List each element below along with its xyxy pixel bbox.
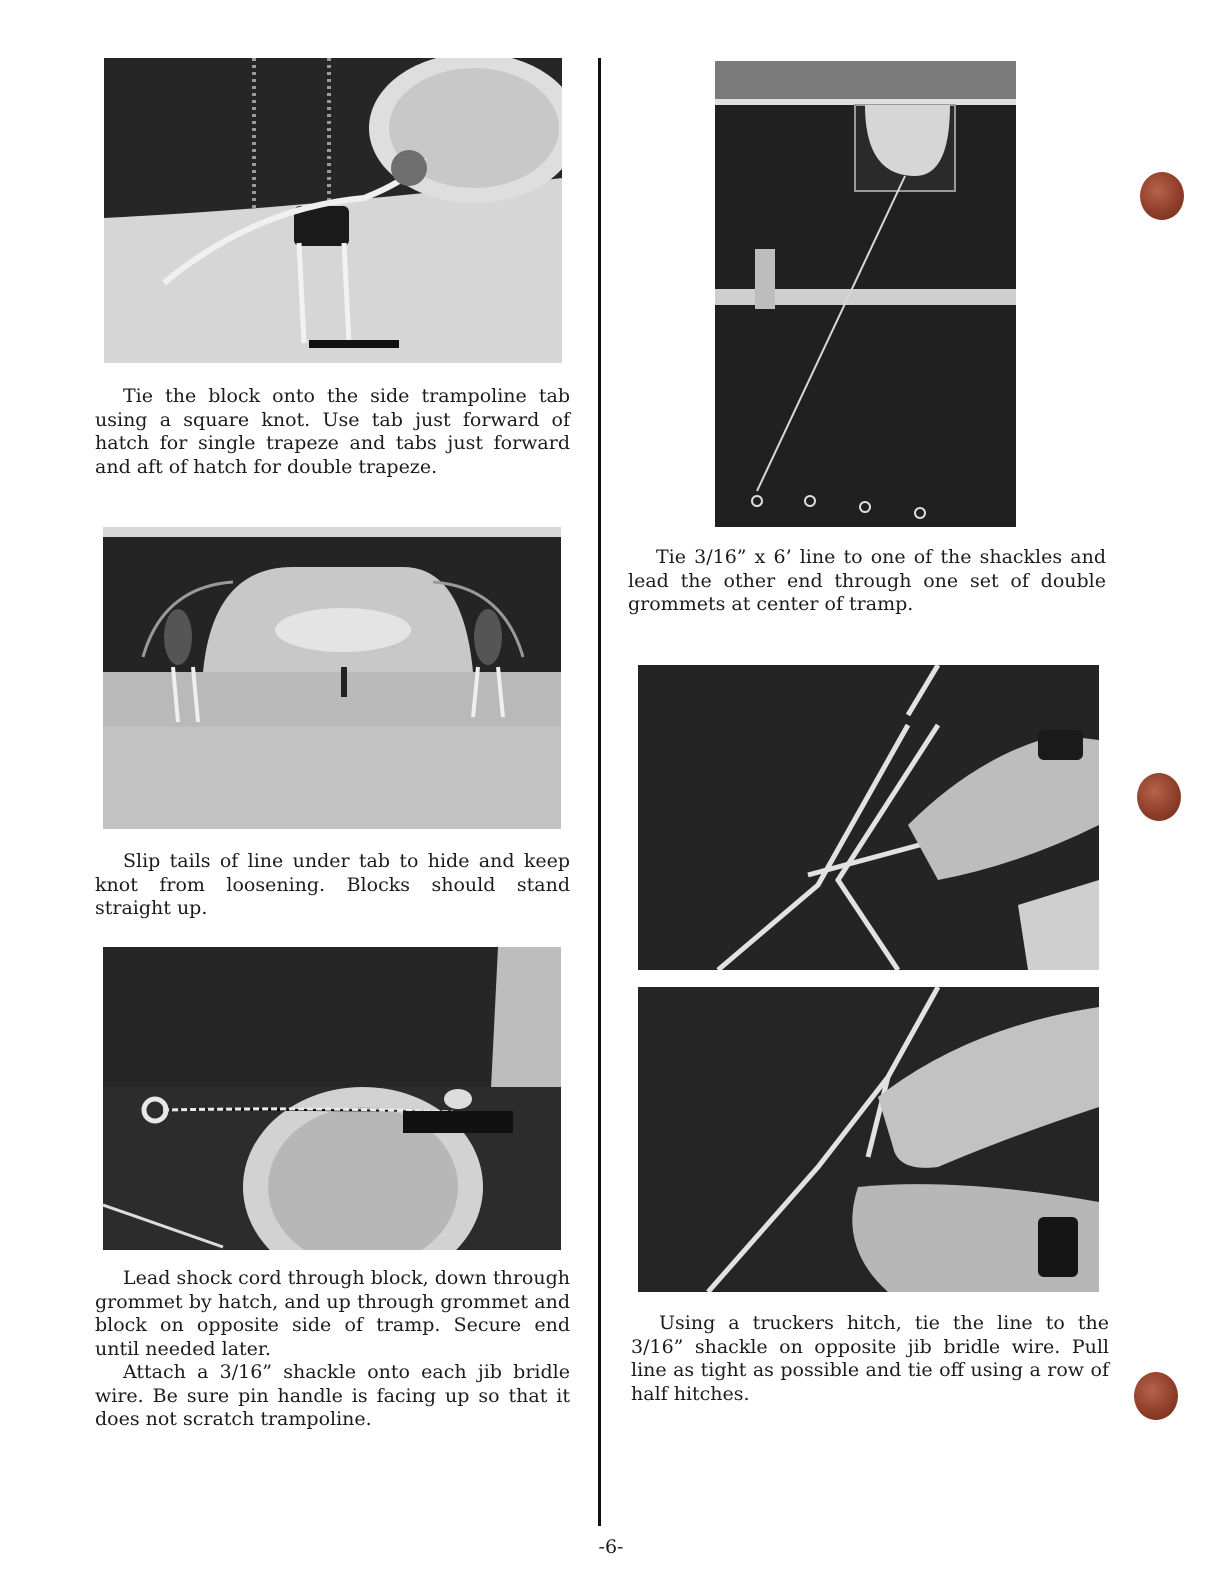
punch-hole-middle — [1137, 773, 1181, 821]
caption-photo3: Lead shock cord through block, down through grommet by hatch, and up through grommet and block on opposite side of tramp. Secure end until needed later. Attach a 3/16” shackle onto each jib bridle wire. Be sure pin handle is facing up so that it does not scratch trampoline. — [95, 1267, 570, 1430]
column-divider — [598, 58, 601, 1526]
caption-photo3-extra: Attach a 3/16” shackle onto each jib bridle wire. Be sure pin handle is facing up so that it does not scratch trampoline. — [95, 1361, 570, 1430]
photo-block-tied-to-tab — [104, 58, 562, 363]
caption-photo2: Slip tails of line under tab to hide and keep knot from loosening. Blocks should stand straight up. — [95, 850, 570, 919]
caption-photo4: Tie 3/16” x 6’ line to one of the shackles and lead the other end through one set of double grommets at center of tramp. — [628, 546, 1106, 615]
photo-tying-hitch — [638, 987, 1099, 1292]
punch-hole-top — [1140, 172, 1184, 220]
page-number: -6- — [598, 1536, 624, 1558]
photo-shock-cord-grommet — [103, 947, 561, 1250]
photo-truckers-hitch-loop — [638, 665, 1099, 970]
photo-line-through-grommets — [715, 61, 1016, 527]
punch-hole-bottom — [1134, 1372, 1178, 1420]
caption-photo1: Tie the block onto the side trampoline tab using a square knot. Use tab just forward of hatch for single trapeze and tabs just forward and aft of hatch for double trapeze. — [95, 385, 570, 478]
caption-photo6: Using a truckers hitch, tie the line to the 3/16” shackle on opposite jib bridle wire. Pull line as tight as possible and tie off using a row of half hitches. — [631, 1312, 1109, 1405]
photo-blocks-standing-up — [103, 527, 561, 829]
